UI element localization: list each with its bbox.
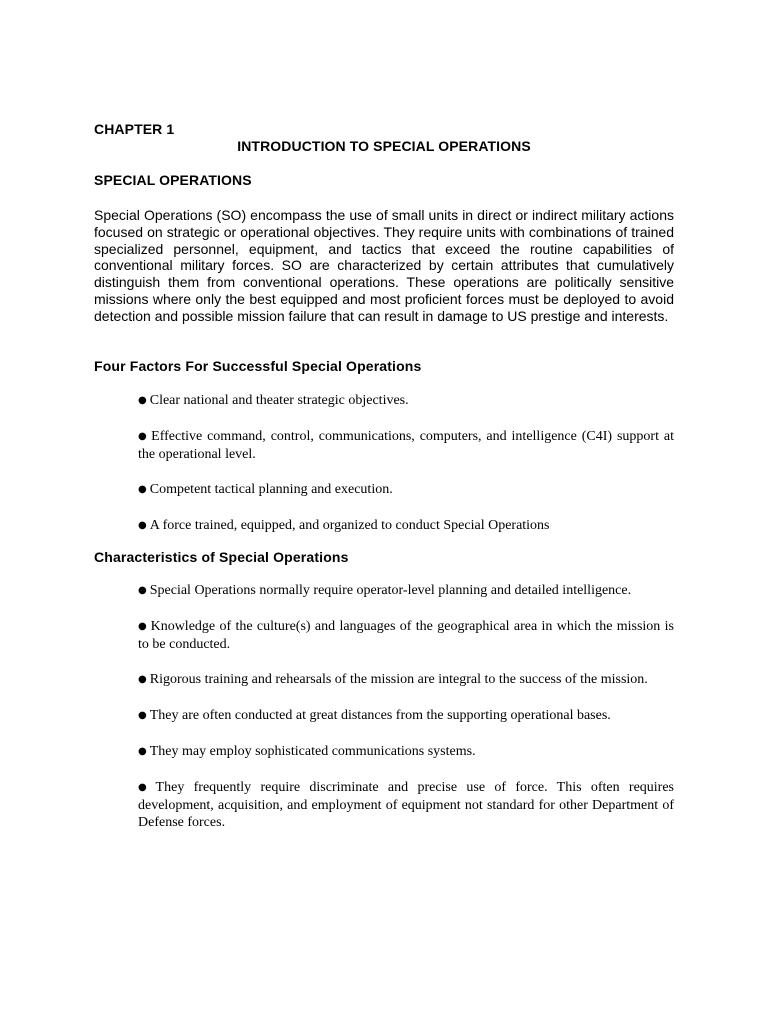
factors-list bbox=[138, 392, 674, 553]
list-item bbox=[138, 392, 674, 410]
list-item-text: Competent tactical planning and execution. bbox=[149, 482, 393, 497]
list-item bbox=[138, 428, 674, 463]
bullet-icon: ● bbox=[138, 585, 147, 596]
bullet-icon: ● bbox=[138, 520, 147, 531]
list-item bbox=[138, 707, 674, 725]
list-item bbox=[138, 618, 674, 653]
list-item bbox=[138, 743, 674, 761]
list-item-text: They may employ sophisticated communications systems. bbox=[149, 744, 476, 759]
section-heading: SPECIAL OPERATIONS bbox=[94, 172, 252, 188]
list-item-text: Clear national and theater strategic objectives. bbox=[149, 393, 409, 408]
bullet-icon: ● bbox=[138, 674, 147, 685]
chapter-label: CHAPTER 1 bbox=[94, 121, 175, 137]
list-item bbox=[138, 517, 674, 535]
page-title: INTRODUCTION TO SPECIAL OPERATIONS bbox=[237, 138, 531, 154]
list-item-text: Knowledge of the culture(s) and languages of the geographical area in which the mission is to be conducted. bbox=[138, 619, 674, 652]
bullet-icon: ● bbox=[138, 782, 153, 793]
bullet-icon: ● bbox=[138, 710, 147, 721]
list-item-text: Effective command, control, communications, computers, and intelligence (C4I) support at the operational level. bbox=[138, 429, 674, 462]
bullet-icon: ● bbox=[138, 395, 147, 406]
bullet-icon: ● bbox=[138, 431, 149, 442]
list-item-text: They are often conducted at great distances from the supporting operational bases. bbox=[149, 708, 611, 723]
list-item bbox=[138, 779, 674, 831]
intro-paragraph: Special Operations (SO) encompass the use of small units in direct or indirect military actions focused on strategic or operational objectives. They require units with combinations of trained specialized personnel, equipment, and tactics that exceed the routine capabilities of conventional military forces. SO are characterized by certain attributes that cumulatively distinguish them from conventional operations. These operations are politically sensitive missions where only the best equipped and most proficient forces must be deployed to avoid detection and possible mission failure that can result in damage to US prestige and interests. bbox=[94, 207, 674, 324]
list-item-text: Special Operations normally require operator-level planning and detailed intelligence. bbox=[149, 583, 632, 598]
characteristics-list bbox=[138, 582, 674, 849]
bullet-icon: ● bbox=[138, 621, 148, 632]
bullet-icon: ● bbox=[138, 746, 147, 757]
list-item bbox=[138, 481, 674, 499]
bullet-icon: ● bbox=[138, 484, 147, 495]
factors-heading: Four Factors For Successful Special Operations bbox=[94, 358, 422, 374]
list-item bbox=[138, 671, 674, 689]
characteristics-heading: Characteristics of Special Operations bbox=[94, 549, 349, 565]
list-item-text: A force trained, equipped, and organized to conduct Special Operations bbox=[149, 518, 550, 533]
list-item-text: They frequently require discriminate and precise use of force. This often requires development, acquisition, and employment of equipment not standard for other Department of Defense forces. bbox=[138, 780, 675, 830]
list-item-text: Rigorous training and rehearsals of the mission are integral to the success of the mission. bbox=[149, 672, 648, 687]
list-item bbox=[138, 582, 674, 600]
